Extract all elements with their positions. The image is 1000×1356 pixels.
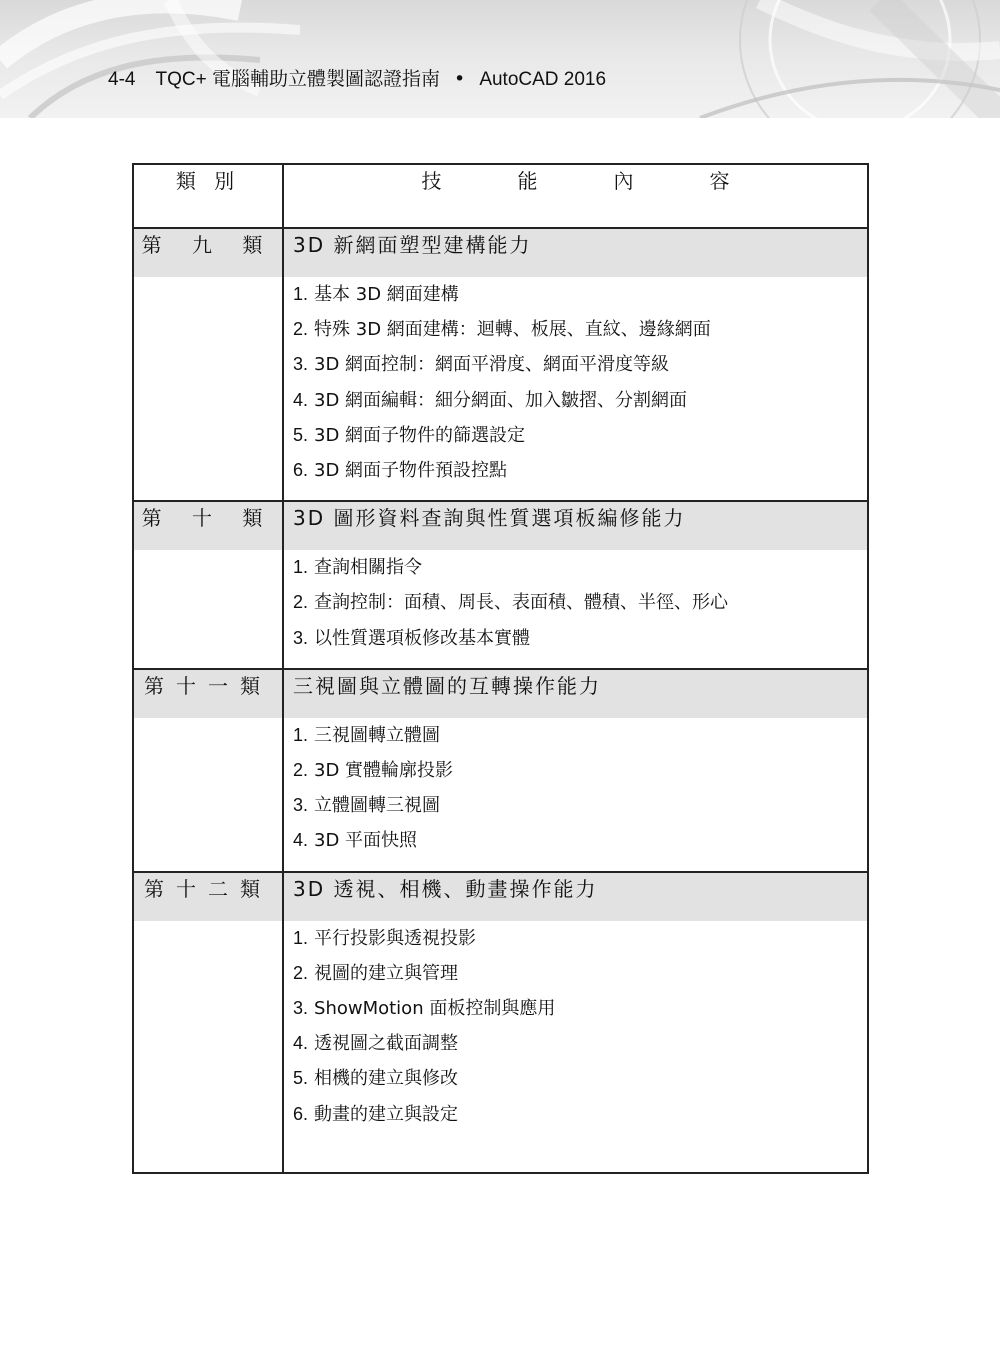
empty-category-cell [133,921,283,1173]
skill-header-char: 容 [709,169,730,193]
list-item [284,1026,867,1061]
skill-header-char: 內 [613,169,634,193]
skill-item-list [284,550,867,656]
item-text: 動畫的建立與設定 [314,1103,459,1125]
category-row [133,501,868,550]
item-text: 視圖的建立與管理 [314,962,459,984]
book-title: TQC+ 電腦輔助立體製圖認證指南 [155,69,440,90]
software-name: AutoCAD 2016 [479,69,607,90]
category-name: 第十一類 [133,669,283,718]
list-item [284,277,867,312]
skill-item-list [284,718,867,859]
item-text: 三視圖轉立體圖 [314,724,441,746]
skills-table [132,163,869,1174]
item-text: 以性質選項板修改基本實體 [314,627,531,649]
item-number: 2. [293,592,309,613]
empty-category-cell [133,718,283,872]
category-row [133,669,868,718]
item-number: 1. [293,284,309,304]
category-items-row [133,718,868,872]
list-item [284,788,867,823]
list-item [284,956,867,991]
item-text: 3D 網面編輯：細分網面、加入皺摺、分割網面 [314,389,688,411]
skill-items-cell [283,277,868,501]
title-separator: • [454,68,466,90]
skill-item-list [284,277,867,488]
category-row [133,228,868,277]
item-number: 6. [293,460,309,481]
list-item [284,1097,867,1132]
item-text: 基本 3D 網面建構 [314,284,459,305]
list-item [284,1061,867,1096]
category-title: 3D 圖形資料查詢與性質選項板編修能力 [283,501,868,550]
category-name: 第 十 類 [133,501,283,550]
category-row [133,872,868,921]
item-text: 3D 網面子物件的篩選設定 [314,424,526,446]
item-number: 3. [293,795,309,816]
item-text: 3D 實體輪廓投影 [314,760,454,782]
list-item [284,550,867,585]
item-number: 3. [293,627,309,648]
item-number: 3. [293,354,309,375]
category-name: 第 九 類 [133,228,283,277]
category-items-row [133,550,868,669]
item-text: 特殊 3D 網面建構：迴轉、板展、直紋、邊緣網面 [314,319,711,341]
list-item [284,312,867,347]
item-number: 6. [293,1103,309,1124]
item-text: 3D 平面快照 [314,830,418,852]
item-text: ShowMotion 面板控制與應用 [314,998,556,1020]
list-item [284,347,867,382]
list-item [284,991,867,1026]
item-text: 3D 網面子物件預設控點 [314,460,508,482]
list-item [284,418,867,453]
item-number: 4. [293,830,309,851]
item-number: 2. [293,962,309,983]
empty-category-cell [133,550,283,669]
skill-items-cell [283,550,868,669]
skill-header-char: 能 [517,169,538,193]
category-items-row [133,921,868,1173]
item-number: 5. [293,1068,309,1089]
item-number: 4. [293,1033,309,1054]
running-head [108,66,606,92]
running-header-band [0,0,1000,118]
item-text: 平行投影與透視投影 [314,927,477,949]
list-item [284,823,867,858]
empty-category-cell [133,277,283,501]
list-item [284,383,867,418]
category-title: 三視圖與立體圖的互轉操作能力 [283,669,868,718]
item-number: 2. [293,319,309,340]
category-items-row [133,277,868,501]
skill-header-char: 技 [421,169,442,193]
decorative-swirl-graphic [0,0,1000,118]
list-item [284,921,867,956]
category-column-header: 類 別 [133,164,283,228]
list-item [284,585,867,620]
list-item [284,753,867,788]
category-name: 第十二類 [133,872,283,921]
item-number: 1. [293,724,309,745]
skill-items-cell [283,921,868,1173]
item-text: 立體圖轉三視圖 [314,795,441,817]
list-item [284,621,867,656]
list-item [284,453,867,488]
skill-item-list [284,921,867,1132]
item-text: 相機的建立與修改 [314,1068,459,1090]
item-text: 查詢相關指令 [314,557,423,579]
skill-items-cell [283,718,868,872]
page-number: 4-4 [108,69,136,90]
item-number: 1. [293,557,309,578]
category-title: 3D 透視、相機、動畫操作能力 [283,872,868,921]
item-number: 2. [293,760,309,781]
item-number: 3. [293,998,309,1019]
skill-column-header [283,164,868,228]
table-header-row [133,164,868,228]
item-number: 5. [293,424,309,445]
list-item [284,718,867,753]
item-number: 4. [293,389,309,410]
item-text: 透視圖之截面調整 [314,1033,459,1055]
item-number: 1. [293,927,309,948]
item-text: 3D 網面控制：網面平滑度、網面平滑度等級 [314,354,670,376]
category-title: 3D 新網面塑型建構能力 [283,228,868,277]
item-text: 查詢控制：面積、周長、表面積、體積、半徑、形心 [314,592,729,614]
